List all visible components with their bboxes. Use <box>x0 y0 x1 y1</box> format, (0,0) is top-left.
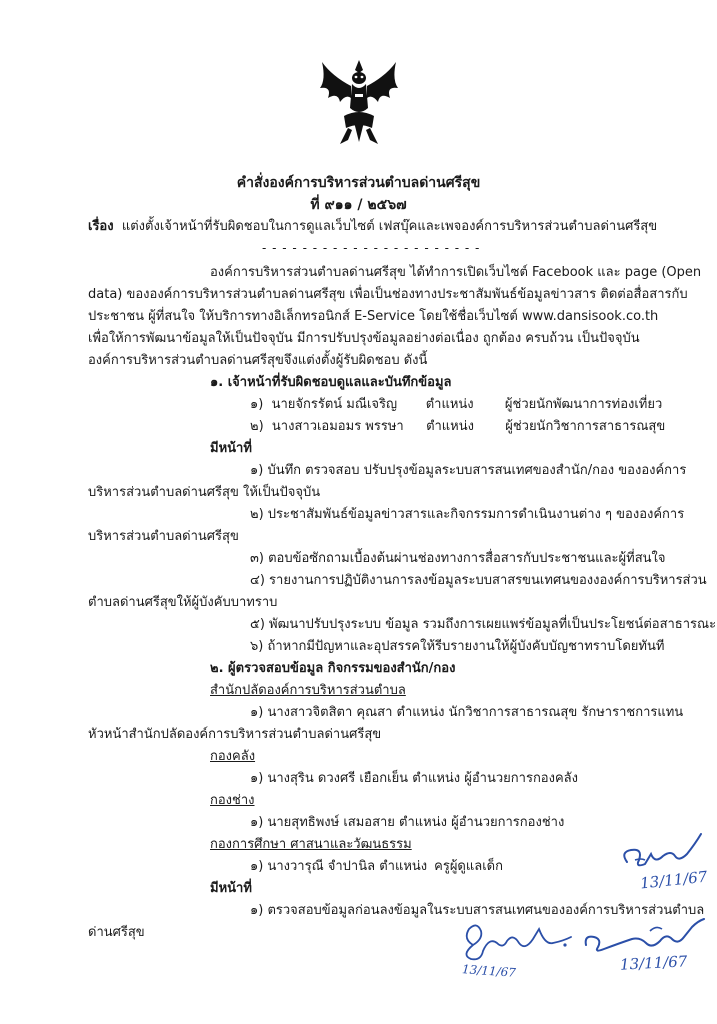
staff-no: ๒) <box>250 419 264 434</box>
staff-name: นางสาวเอมอมร พรรษา <box>271 419 404 434</box>
subject-label: เรื่อง <box>88 219 114 234</box>
staff-position-label: ตำแหน่ง <box>426 419 474 434</box>
section1-heading: ๑. เจ้าหน้าที่รับผิดชอบดูแลและบันทึกข้อมูล <box>210 375 452 390</box>
office-member: ๑) นางสาวจิตสิตา คุณสา ตำแหน่ง นักวิชาการสาธารณสุข รักษาราชการแทน <box>250 705 684 720</box>
section2-heading: ๒. ผู้ตรวจสอบข้อมูล กิจกรรมของสำนัก/กอง <box>210 661 456 676</box>
handwritten-date: 13/11/67 <box>619 952 688 974</box>
office-member: ๑) นางสุริน ดวงศรี เยือกเย็น ตำแหน่ง ผู้อำนวยการกองคลัง <box>250 771 578 786</box>
intro-line-3: ประชาชน ผู้ที่สนใจ ให้บริการทางอิเล็กทรอนิกส์ E-Service โดยใช้ชื่อเว็บไซต์ www.dansisook.co.th <box>88 309 659 324</box>
office-member-position: ครูผู้ดูแลเด็ก <box>434 859 503 874</box>
intro-line-4: เพื่อให้การพัฒนาข้อมูลให้เป็นปัจจุบัน มีการปรับปรุงข้อมูลอย่างต่อเนื่อง ถูกต้อง ครบถ้วน เป็นปัจจุบัน <box>88 331 640 346</box>
subject-text: แต่งตั้งเจ้าหน้าที่รับผิดชอบในการดูแลเว็บไซต์ เฟสบุ๊คและเพจองค์การบริหารส่วนตำบลด่านศรีสุข <box>121 219 658 234</box>
handwritten-signature <box>580 915 710 960</box>
office-heading: สำนักปลัดองค์การบริหารส่วนตำบล <box>210 683 406 698</box>
staff-position: ผู้ช่วยนักวิชาการสาธารณสุข <box>505 419 666 434</box>
section1-duties-heading: มีหน้าที่ <box>210 441 252 456</box>
intro-line-2: data) ขององค์การบริหารส่วนตำบลด่านศรีสุข เพื่อเป็นช่องทางประชาสัมพันธ์ข้อมูลข่าวสาร ติดต่อสื่อสารกับ <box>88 287 688 302</box>
order-number: ที่ ๙๑๑ / ๒๕๖๗ <box>310 197 407 213</box>
intro-line-5: องค์การบริหารส่วนตำบลด่านศรีสุขจึงแต่งตั้งผู้รับผิดชอบ ดังนี้ <box>88 353 428 368</box>
duty-item: ๖) ถ้าหากมีปัญหาและอุปสรรคให้รีบรายงานให้ผู้บังคับบัญชาทราบโดยทันที <box>250 639 665 654</box>
garuda-emblem <box>318 58 400 146</box>
duty-item: ๔) รายงานการปฏิบัติงานการลงข้อมูลระบบสาสรขนเทศนของงองค์การบริหารส่วน <box>250 573 707 588</box>
section2-duties-heading: มีหน้าที่ <box>210 881 252 896</box>
staff-no: ๑) <box>250 397 264 412</box>
staff-name: นายจักรรัตน์ มณีเจริญ <box>271 397 398 412</box>
staff-row <box>250 419 665 435</box>
office-member-cont: หัวหน้าสำนักปลัดองค์การบริหารส่วนตำบลด่านศรีสุข <box>88 727 382 742</box>
divider: - - - - - - - - - - - - - - - - - - - - - - <box>262 241 481 255</box>
duty-item: ๑) ตรวจสอบข้อมูลก่อนลงข้อมูลในระบบสารสนเทศนขององค์การบริหารส่วนตำบล <box>250 903 705 918</box>
handwritten-date: 13/11/67 <box>461 962 517 980</box>
staff-row <box>250 397 662 413</box>
office-member-name: ๑) นางวารุณี จำปานิล ตำแหน่ง <box>250 859 428 874</box>
duty-item-cont: ด่านศรีสุข <box>88 925 145 940</box>
office-heading: กองคลัง <box>210 749 256 764</box>
duty-item: ๓) ตอบข้อซักถามเบื้องต้นผ่านช่องทางการสื่อสารกับประชาชนและผู้ที่สนใจ <box>250 551 666 566</box>
staff-position-label: ตำแหน่ง <box>425 397 474 412</box>
duty-item: ๑) บันทึก ตรวจสอบ ปรับปรุงข้อมูลระบบสารสนเทศของสำนัก/กอง ขององค์การ <box>250 463 687 478</box>
handwritten-date: 13/11/67 <box>639 867 709 893</box>
office-member: ๑) นายสุทธิพงษ์ เสมอสาย ตำแหน่ง ผู้อำนวยการกองช่าง <box>250 815 565 830</box>
duty-item-cont: บริหารส่วนตำบลด่านศรีสุข <box>88 529 239 544</box>
intro-line-1: องค์การบริหารส่วนตำบลด่านศรีสุข ได้ทำการเปิดเว็บไซต์ Facebook และ page (Open <box>210 265 702 280</box>
duty-item-cont: ตำบลด่านศรีสุขให้ผู้บังคับบาทราบ <box>88 595 278 610</box>
office-member <box>250 859 503 875</box>
office-heading: กองการศึกษา ศาสนาและวัฒนธรรม <box>210 837 412 852</box>
office-heading: กองช่าง <box>210 793 255 808</box>
duty-item-cont: บริหารส่วนตำบลด่านศรีสุข ให้เป็นปัจจุบัน <box>88 485 321 500</box>
duty-item: ๕) พัฒนาปรับปรุงระบบ ข้อมูล รวมถึงการเผยแพร่ข้อมูลที่เป็นประโยชน์ต่อสาธารณะ <box>250 617 717 632</box>
subject-line <box>88 219 657 235</box>
order-title: คำสั่งองค์การบริหารส่วนตำบลด่านศรีสุข <box>236 175 481 191</box>
staff-position: ผู้ช่วยนักพัฒนาการท่องเที่ยว <box>504 397 663 412</box>
duty-item: ๒) ประชาสัมพันธ์ข้อมูลข่าวสารและกิจกรรมการดำเนินงานต่าง ๆ ขององค์การ <box>250 507 685 522</box>
